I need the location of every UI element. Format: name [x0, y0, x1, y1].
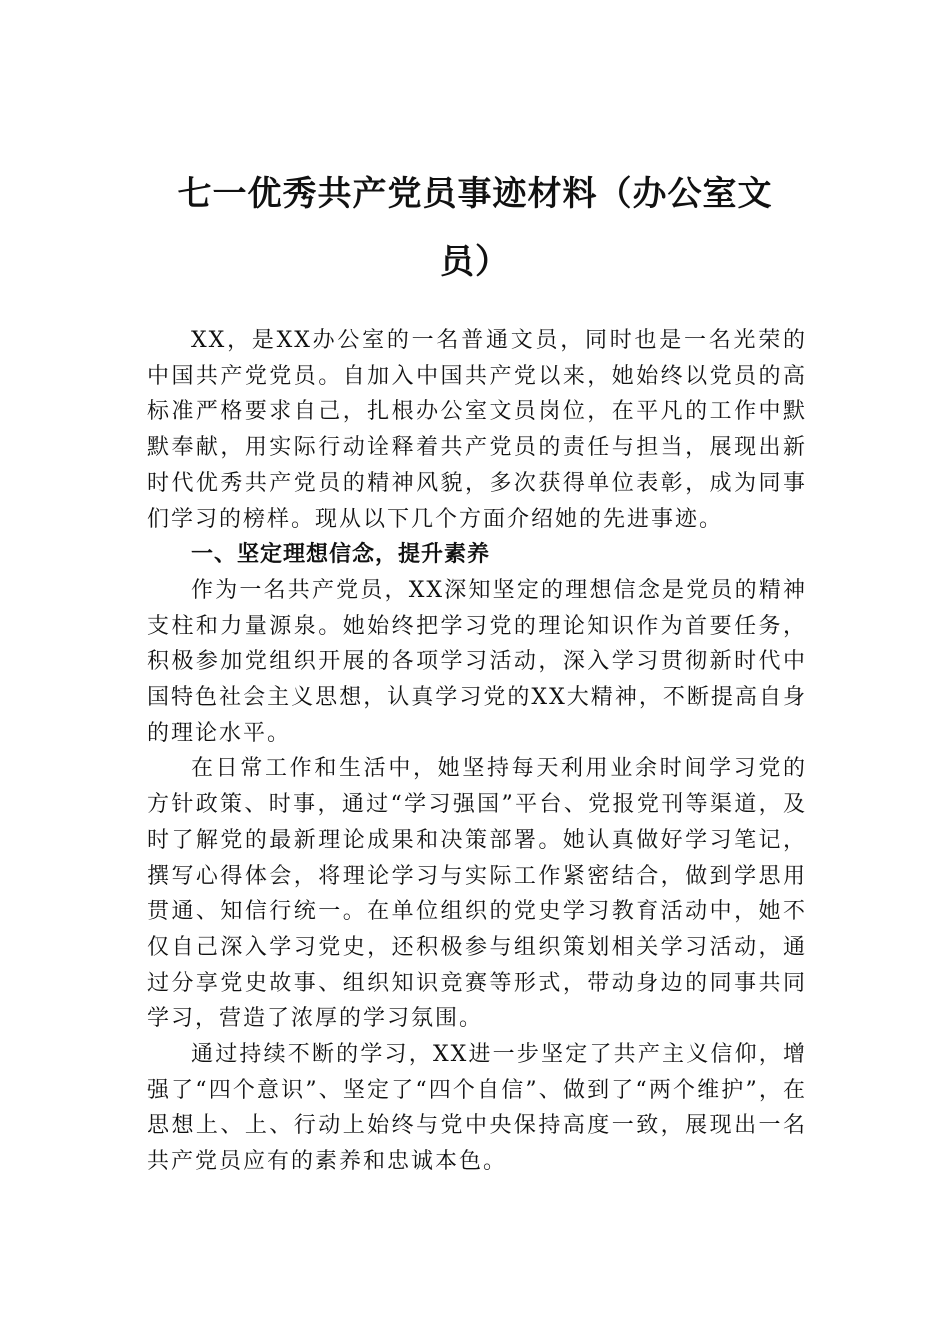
intro-paragraph: XX，是XX办公室的一名普通文员，同时也是一名光荣的中国共产党党员。自加入中国共产党以来，她始终以党员的高标准严格要求自己，扎根办公室文员岗位，在平凡的工作中默默奉献，用实际行动诠释着共产党员的责任与担当，展现出新时代优秀共产党员的精神风貌，多次获得单位表彰，成为同事们学习的榜样。现从以下几个方面介绍她的先进事迹。: [147, 328, 807, 532]
section-1-heading: 一、坚定理想信念，提升素养: [191, 542, 491, 568]
document-body: [147, 323, 807, 1180]
title-line-1: 七一优秀共产党员事迹材料（办公室文: [177, 174, 773, 214]
section-1-paragraph-3: 通过持续不断的学习，XX进一步坚定了共产主义信仰，增强了“四个意识”、坚定了“四个自信”、做到了“两个维护”，在思想上、上、行动上始终与党中央保持高度一致，展现出一名共产党员应有的素养和忠诚本色。: [147, 1042, 807, 1175]
section-1-paragraph-1: 作为一名共产党员，XX深知坚定的理想信念是党员的精神支柱和力量源泉。她始终把学习党的理论知识作为首要任务，积极参加党组织开展的各项学习活动，深入学习贯彻新时代中国特色社会主义思想，认真学习党的XX大精神，不断提高自身的理论水平。: [147, 577, 807, 746]
section-1-paragraph-2: 在日常工作和生活中，她坚持每天利用业余时间学习党的方针政策、时事，通过“学习强国”平台、党报党刊等渠道，及时了解党的最新理论成果和决策部署。她认真做好学习笔记，撰写心得体会，将理论学习与实际工作紧密结合，做到学思用贯通、知信行统一。在单位组织的党史学习教育活动中，她不仅自己深入学习党史，还积极参与组织策划相关学习活动，通过分享党史故事、组织知识竞赛等形式，带动身边的同事共同学习，营造了浓厚的学习氛围。: [147, 756, 807, 1032]
title-line-2: 员）: [440, 242, 510, 282]
document-title: [0, 160, 950, 296]
